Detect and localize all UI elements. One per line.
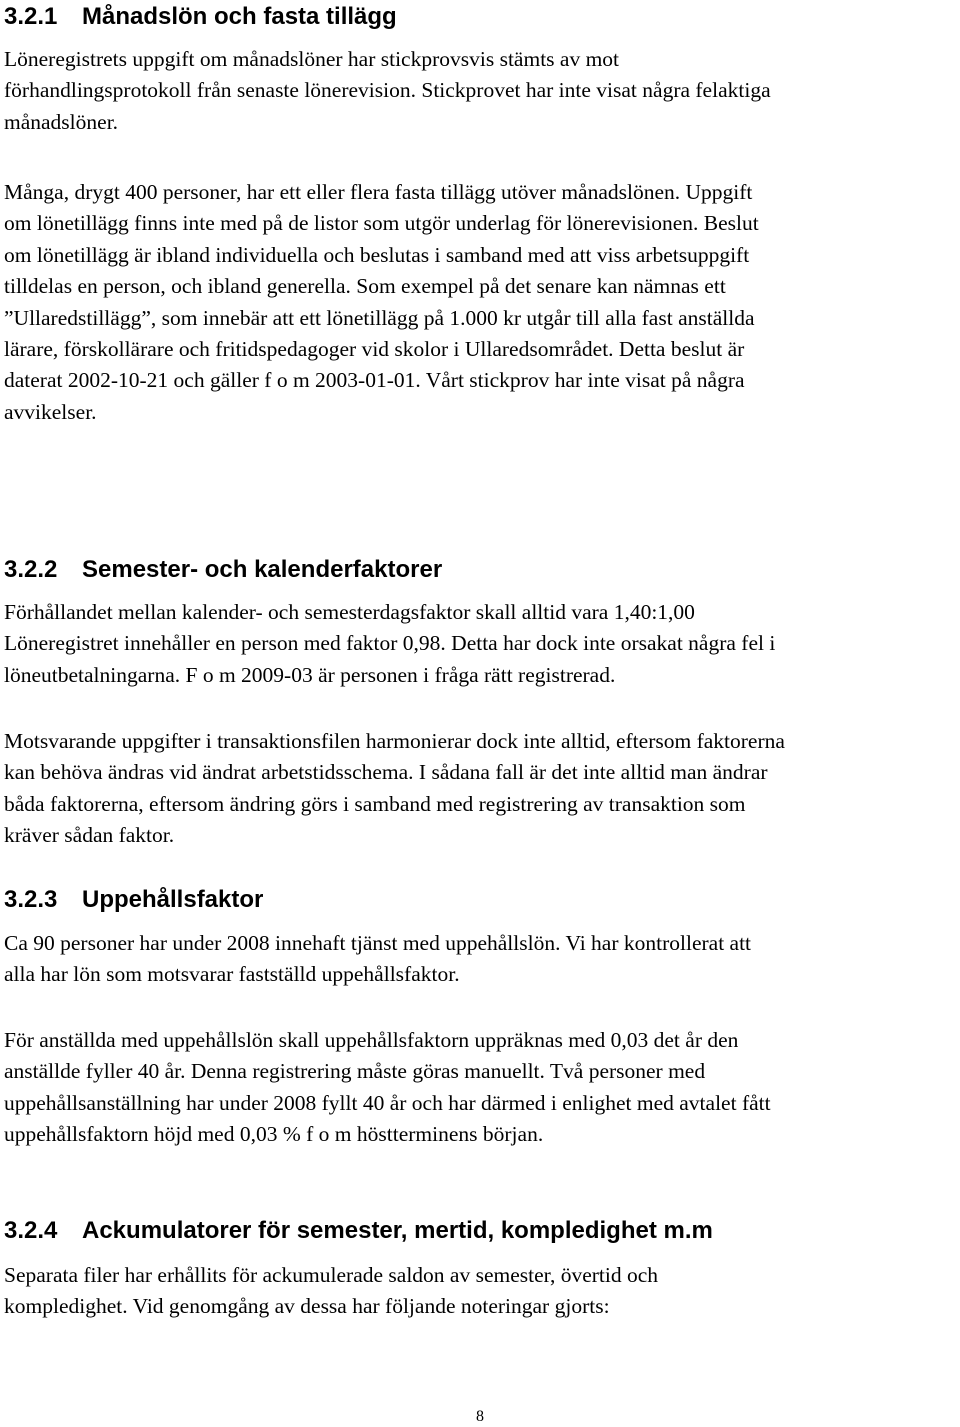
section-title: Semester- och kalenderfaktorer [82,556,443,583]
text-line: om lönetillägg finns inte med på de listor som utgör underlag för lönerevisionen. Beslut [4,211,759,236]
section-number: 3.2.1 [4,3,58,30]
section-title: Uppehållsfaktor [82,886,264,913]
text-line: anställde fyller 40 år. Denna registrering måste göras manuellt. Två personer med [4,1059,706,1084]
text-line: kan behöva ändras vid ändrat arbetstidsschema. I sådana fall är det inte alltid man ändrar [4,760,768,785]
text-line: båda faktorerna, eftersom ändring görs i samband med registrering av transaktion som [4,791,746,816]
section-heading-3-2-3 [4,885,263,915]
text-line: löneutbetalningarna. F o m 2009-03 är personen i fråga rätt registrerad. [4,662,616,687]
text-line: Många, drygt 400 personer, har ett eller flera fasta tillägg utöver månadslönen. Uppgift [4,180,753,204]
text-line: kompledighet. Vid genomgång av dessa har följande noteringar gjorts: [4,1294,610,1319]
text-line: Separata filer har erhållits för ackumulerade saldon av semester, övertid och [4,1263,659,1287]
text-line: Förhållandet mellan kalender- och semesterdagsfaktor skall alltid vara 1,40:1,00 [4,600,695,624]
paragraph [4,726,956,852]
page-number: 8 [476,1408,484,1425]
section-heading-3-2-2 [4,555,442,585]
section-number: 3.2.3 [4,886,58,913]
text-line: Löneregistrets uppgift om månadslöner har stickprovsvis stämts av mot [4,47,620,71]
paragraph [4,1260,956,1323]
paragraph [4,177,956,428]
text-line: om lönetillägg är ibland individuella och beslutas i samband med att viss arbetsuppgift [4,242,750,267]
text-line: Ca 90 personer har under 2008 innehaft tjänst med uppehållslön. Vi har kontrollerat att [4,931,752,955]
section-number: 3.2.4 [4,1217,58,1244]
text-line: lärare, förskollärare och fritidspedagoger vid skolor i Ullaredsområdet. Detta beslut är [4,337,745,362]
paragraph [4,1025,956,1151]
paragraph [4,928,956,991]
text-line: daterat 2002-10-21 och gäller f o m 2003-01-01. Vårt stickprov har inte visat på några [4,368,745,393]
text-line: månadslöner. [4,109,119,134]
text-line: ”Ullaredstillägg”, som innebär att ett lönetillägg på 1.000 kr utgår till alla fast anställda [4,305,755,330]
text-line: uppehållsfaktorn höjd med 0,03 % f o m höstterminens början. [4,1122,544,1147]
section-heading-3-2-1 [4,2,397,32]
text-line: förhandlingsprotokoll från senaste lönerevision. Stickprovet har inte visat några felaktiga [4,78,771,103]
text-line: Löneregistret innehåller en person med faktor 0,98. Detta har dock inte orsakat några fel i [4,631,776,656]
text-line: avvikelser. [4,399,97,424]
text-line: alla har lön som motsvarar fastställd uppehållsfaktor. [4,962,460,987]
paragraph [4,597,956,691]
text-line: kräver sådan faktor. [4,823,175,848]
text-line: tilldelas en person, och ibland generella. Som exempel på det senare kan nämnas ett [4,274,726,299]
paragraph [4,44,956,138]
section-heading-3-2-4 [4,1216,713,1246]
section-number: 3.2.2 [4,556,58,583]
text-line: Motsvarande uppgifter i transaktionsfilen harmonierar dock inte alltid, eftersom faktorerna [4,729,785,753]
section-title: Månadslön och fasta tillägg [82,3,397,30]
text-line: För anställda med uppehållslön skall uppehållsfaktorn uppräknas med 0,03 det år den [4,1028,739,1052]
text-line: uppehållsanställning har under 2008 fyllt 40 år och har därmed i enlighet med avtalet fått [4,1090,771,1115]
section-title: Ackumulatorer för semester, mertid, kompledighet m.m [82,1217,713,1244]
